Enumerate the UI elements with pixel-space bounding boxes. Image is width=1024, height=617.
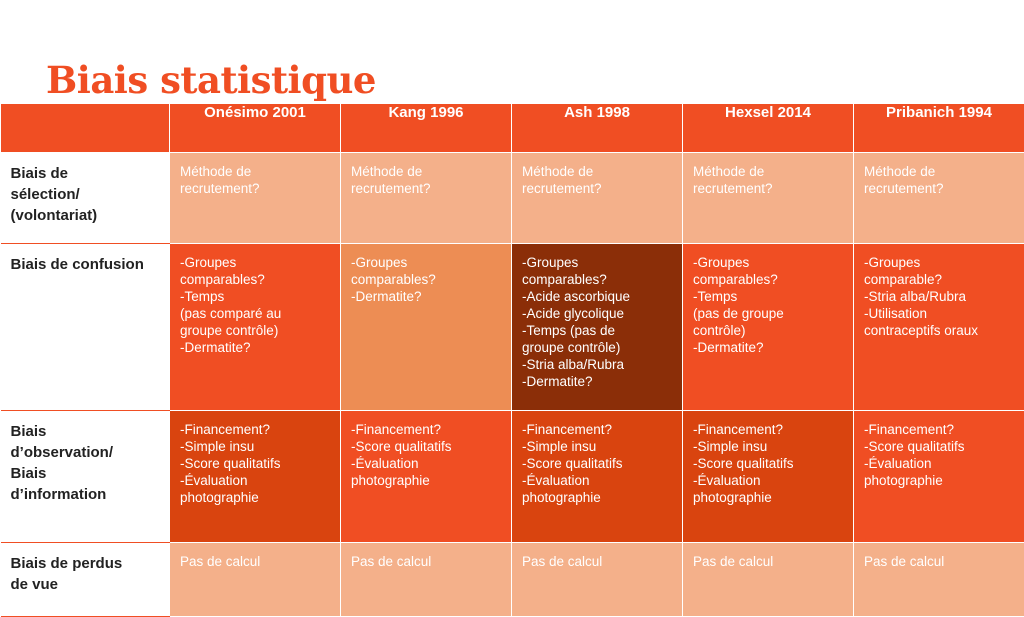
table-cell: Pas de calcul (341, 543, 512, 617)
table-row (1, 153, 1024, 244)
table-cell: -Financement? -Simple insu -Score qualitatifs -Évaluation photographie (683, 411, 854, 543)
table-row (1, 543, 1024, 617)
header-corner (1, 104, 170, 153)
table-cell: -Financement? -Simple insu -Score qualitatifs -Évaluation photographie (170, 411, 341, 543)
column-header: Onésimo 2001 (170, 104, 341, 153)
table-cell: Méthode de recrutement? (512, 153, 683, 244)
header-row (1, 104, 1024, 153)
table-row (1, 244, 1024, 411)
table-cell: -Groupes comparables? -Acide ascorbique -Acide glycolique -Temps (pas de groupe contrôle) -Stria alba/Rubra -Dermatite? (512, 244, 683, 411)
table-cell: Méthode de recrutement? (683, 153, 854, 244)
bias-table (0, 103, 1024, 617)
column-header: Hexsel 2014 (683, 104, 854, 153)
table-cell: Méthode de recrutement? (170, 153, 341, 244)
column-header: Ash 1998 (512, 104, 683, 153)
table-cell: -Groupes comparables? -Dermatite? (341, 244, 512, 411)
row-label: Biais de perdus de vue (1, 543, 170, 617)
table-cell: -Financement? -Score qualitatifs -Évaluation photographie (854, 411, 1024, 543)
table-cell: Méthode de recrutement? (341, 153, 512, 244)
table-cell: Méthode de recrutement? (854, 153, 1024, 244)
table-cell: -Financement? -Simple insu -Score qualitatifs -Évaluation photographie (512, 411, 683, 543)
table-cell: -Groupes comparables? -Temps (pas comparé au groupe contrôle) -Dermatite? (170, 244, 341, 411)
table-cell: -Groupes comparables? -Temps (pas de groupe contrôle) -Dermatite? (683, 244, 854, 411)
table-cell: Pas de calcul (683, 543, 854, 617)
page-title: Biais statistique (46, 62, 376, 99)
row-label: Biais d’observation/ Biais d’information (1, 411, 170, 543)
row-label: Biais de sélection/ (volontariat) (1, 153, 170, 244)
table-cell: Pas de calcul (512, 543, 683, 617)
table-cell: Pas de calcul (170, 543, 341, 617)
table-cell: -Financement? -Score qualitatifs -Évaluation photographie (341, 411, 512, 543)
column-header: Kang 1996 (341, 104, 512, 153)
table-cell: Pas de calcul (854, 543, 1024, 617)
table-cell: -Groupes comparable? -Stria alba/Rubra -Utilisation contraceptifs oraux (854, 244, 1024, 411)
table-row (1, 411, 1024, 543)
row-label: Biais de confusion (1, 244, 170, 411)
column-header: Pribanich 1994 (854, 104, 1024, 153)
